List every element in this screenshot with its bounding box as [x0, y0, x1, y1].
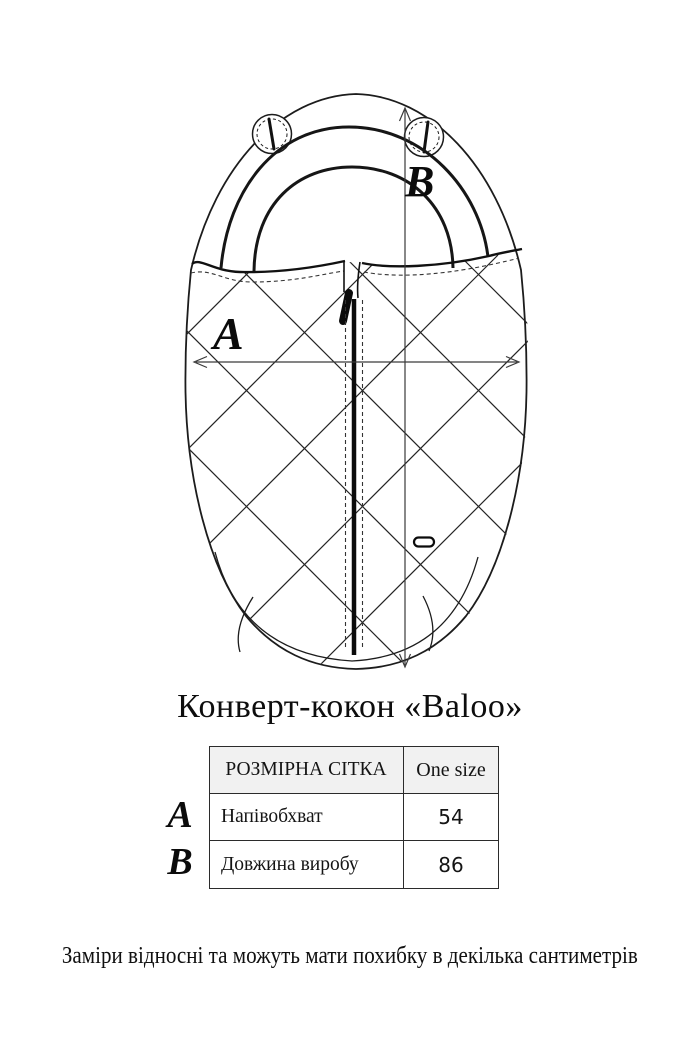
buttonhole — [414, 538, 434, 547]
diagram-height-label: B — [405, 157, 435, 206]
size-table-header-left: РОЗМІРНА СІТКА — [210, 747, 404, 794]
table-row — [210, 794, 499, 841]
table-letter-b: B — [167, 840, 193, 883]
size-table-header-right: One size — [404, 747, 499, 794]
size-table — [209, 746, 499, 889]
page-title: Конверт-кокон «Baloo» — [177, 688, 523, 725]
footnote-text: Заміри відносні та можуть мати похибку в декілька сантиметрів — [62, 942, 638, 969]
measure-b-label: Довжина виробу — [210, 841, 404, 889]
table-row — [210, 841, 499, 889]
measure-b-value: 86 — [404, 841, 499, 889]
footnote — [0, 942, 700, 970]
left-ear — [253, 115, 292, 154]
measure-a-label: Напівобхват — [210, 794, 404, 841]
diagram-width-label: A — [213, 308, 244, 359]
size-table-header-row — [210, 747, 499, 794]
table-letter-a: A — [167, 793, 193, 836]
measure-a-value: 54 — [404, 794, 499, 841]
